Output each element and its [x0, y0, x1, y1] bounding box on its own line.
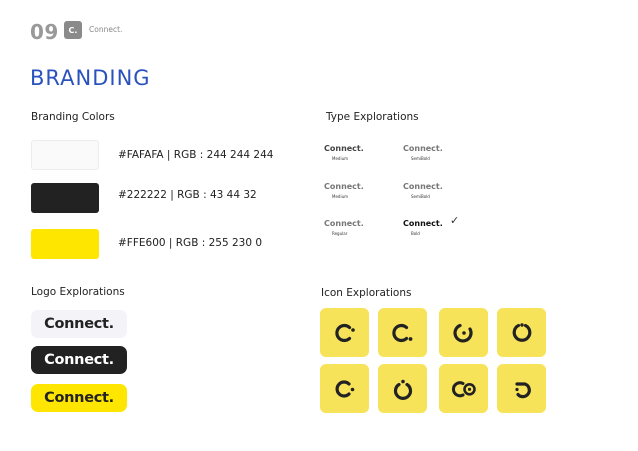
type-sample-caption: Bold [411, 231, 420, 236]
swatch-fafafa-label: #FAFAFA | RGB : 244 244 244 [118, 149, 274, 161]
logo-dark: Connect. [31, 346, 127, 374]
c-open-top-icon [497, 308, 546, 357]
c-inner-dot-icon [439, 308, 488, 357]
header-logo-mark: C. [64, 21, 82, 39]
type-sample-2 [403, 144, 443, 161]
section-title: BRANDING [30, 66, 151, 90]
type-sample-caption: Medium [332, 194, 348, 199]
branding-colors-heading: Branding Colors [31, 111, 115, 123]
type-explorations-heading: Type Explorations [326, 111, 419, 123]
type-sample-name: Connect. [403, 144, 443, 153]
swatch-ffe600-label: #FFE600 | RGB : 255 230 0 [118, 237, 263, 249]
logo-light: Connect. [31, 310, 127, 338]
reversed-c-icon [497, 364, 546, 413]
type-sample-name: Connect. [324, 144, 364, 153]
type-sample-4 [403, 182, 443, 199]
swatch-222222-label: #222222 | RGB : 43 44 32 [118, 189, 257, 201]
type-sample-caption: Regular [332, 231, 348, 236]
c-period-icon [378, 308, 427, 357]
c-dot-icon [320, 308, 369, 357]
swatch-ffe600 [31, 229, 99, 259]
icon-explorations-heading: Icon Explorations [321, 287, 412, 299]
page-number: 09 [30, 20, 59, 44]
type-sample-caption: SemiBold [411, 194, 430, 199]
c-dot-right-icon [320, 364, 369, 413]
selected-check-icon: ✓ [450, 214, 460, 227]
header-brand-name: Connect. [89, 25, 123, 34]
type-sample-1 [324, 144, 364, 161]
type-sample-caption: SemiBold [411, 156, 430, 161]
logo-yellow: Connect. [31, 384, 127, 412]
type-sample-5 [324, 219, 364, 236]
logo-explorations-heading: Logo Explorations [31, 286, 125, 298]
type-sample-6 [403, 219, 443, 236]
swatch-222222 [31, 183, 99, 213]
type-sample-name: Connect. [324, 182, 364, 191]
type-sample-name: Connect. [403, 182, 443, 191]
type-sample-caption: Medium [332, 156, 348, 161]
swatch-fafafa [31, 140, 99, 170]
type-sample-name: Connect. [403, 219, 443, 228]
o-dot-top-icon [378, 364, 427, 413]
type-sample-name: Connect. [324, 219, 364, 228]
c-target-icon [439, 364, 488, 413]
type-sample-3 [324, 182, 364, 199]
